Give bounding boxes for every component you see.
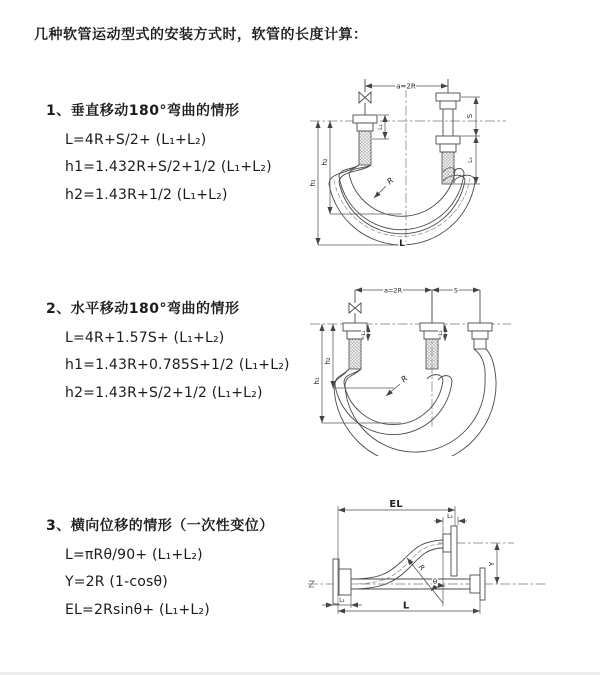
- section-2-formula-length: L=4R+1.57S+ (L₁+L₂): [65, 329, 225, 346]
- dim-l2-label: L₂: [438, 330, 444, 336]
- dim-span-label: a=2R: [383, 286, 403, 295]
- dim-h1-label: h₁: [309, 179, 317, 187]
- section-3-formula-y: Y=2R (1-cosθ): [65, 574, 168, 591]
- dim-l1-label: L₁: [377, 124, 384, 130]
- right-flange: [470, 568, 485, 600]
- dim-l1-label: L₁: [339, 597, 345, 604]
- dim-span-label: a=2R: [396, 82, 416, 91]
- dim-h2-label: h₂: [321, 158, 329, 166]
- radius-label: R: [385, 175, 396, 187]
- centerlines: [310, 294, 511, 429]
- section-2-formula-h1: h1=1.43R+0.785S+1/2 (L₁+L₂): [65, 357, 290, 374]
- section-1-heading: 1、垂直移动180°弯曲的情形: [46, 103, 240, 119]
- right-pipe: [468, 290, 492, 349]
- radius-label: R: [416, 563, 427, 573]
- section-1-formula-h2: h2=1.43R+1/2 (L₁+L₂): [65, 186, 228, 203]
- diagram-lateral-displacement: [298, 496, 598, 656]
- middle-pipe: [420, 290, 444, 369]
- dim-l2-label: L₂: [447, 513, 453, 520]
- dim-l2-label: L₂: [467, 157, 474, 163]
- centerlines: [310, 88, 506, 242]
- diagram-vertical-180-bend: [306, 70, 551, 255]
- section-3-heading: 3、横向位移的情形（一次性变位）: [46, 518, 274, 534]
- section-3-formula-length: L=πRθ/90+ (L₁+L₂): [65, 546, 203, 563]
- page-title: 几种软管运动型式的安装方式时，软管的长度计算：: [34, 27, 368, 43]
- dim-stroke-label: S: [453, 286, 459, 295]
- theta-label: θ: [432, 578, 438, 586]
- section-3: [46, 515, 274, 624]
- section-1: [46, 100, 272, 209]
- valve-icon: [349, 303, 361, 313]
- section-1-formula-h1: h1=1.432R+S/2+1/2 (L₁+L₂): [65, 159, 272, 176]
- dim-h2-label: h₂: [324, 357, 332, 365]
- left-pipe: [343, 290, 367, 369]
- dimensions: [313, 287, 480, 424]
- section-2: [46, 298, 290, 407]
- dim-y-label: Y: [488, 561, 496, 567]
- right-pipe: [436, 79, 460, 184]
- dim-stroke-label: S: [466, 113, 474, 119]
- top-flange: [443, 526, 457, 606]
- section-3-formula-el: EL=2Rsinθ+ (L₁+L₂): [65, 601, 210, 618]
- dim-h1-label: h₁: [313, 377, 321, 385]
- left-pipe: [353, 79, 377, 165]
- hose-displaced-position: [351, 540, 443, 589]
- radius-label: R: [399, 373, 410, 385]
- diagram-horizontal-180-bend: [306, 281, 556, 456]
- dim-l-label: L: [402, 600, 410, 612]
- length-label: L: [399, 239, 405, 249]
- dim-el-label: EL: [389, 499, 403, 510]
- dimensions: [322, 499, 497, 614]
- dim-l1-label: L₁: [361, 330, 367, 336]
- section-2-formula-h2: h2=1.43R+S/2+1/2 (L₁+L₂): [65, 384, 263, 401]
- section-1-formula-length: L=4R+S/2+ (L₁+L₂): [65, 131, 207, 148]
- valve-icon: [359, 92, 371, 103]
- section-2-heading: 2、水平移动180°弯曲的情形: [46, 301, 240, 317]
